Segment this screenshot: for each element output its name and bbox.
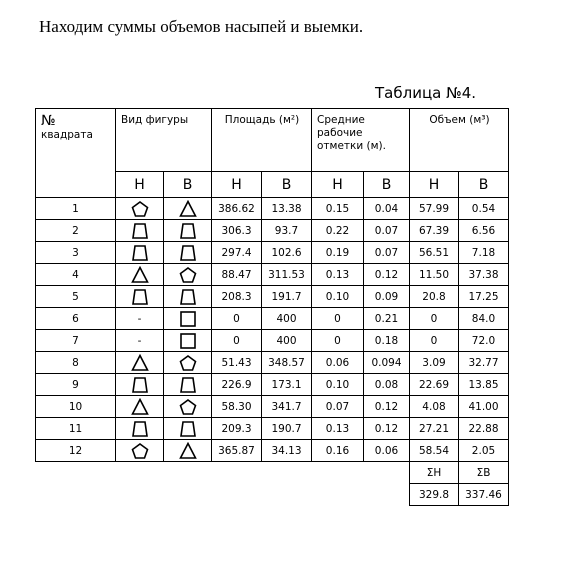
cell-vol-b: 0.54 bbox=[459, 198, 509, 220]
empty-cell bbox=[312, 484, 364, 506]
cell-vol-h: 22.69 bbox=[410, 374, 459, 396]
cell-mark-h: 0.10 bbox=[312, 374, 364, 396]
cell-fig-h bbox=[116, 418, 164, 440]
cell-mark-h: 0.06 bbox=[312, 352, 364, 374]
cell-area-h: 209.3 bbox=[212, 418, 262, 440]
trapezoid-icon bbox=[179, 420, 197, 438]
empty-cell bbox=[364, 462, 410, 484]
cell-area-h: 226.9 bbox=[212, 374, 262, 396]
cell-area-h: 208.3 bbox=[212, 286, 262, 308]
cell-vol-h: 4.08 bbox=[410, 396, 459, 418]
triangle-icon bbox=[131, 266, 149, 284]
trapezoid-icon bbox=[179, 244, 197, 262]
cell-vol-b: 17.25 bbox=[459, 286, 509, 308]
triangle-icon bbox=[131, 398, 149, 416]
table-row bbox=[36, 286, 509, 308]
header-avg-marks: Средние рабочие отметки (м). bbox=[312, 109, 410, 172]
empty-cell bbox=[164, 462, 212, 484]
cell-vol-h: 58.54 bbox=[410, 440, 459, 462]
cell-vol-h: 20.8 bbox=[410, 286, 459, 308]
trapezoid-icon bbox=[131, 222, 149, 240]
table-row bbox=[36, 198, 509, 220]
empty-cell bbox=[116, 462, 164, 484]
cell-area-h: 365.87 bbox=[212, 440, 262, 462]
subheader-cell: Н bbox=[116, 172, 164, 198]
trapezoid-icon bbox=[179, 288, 197, 306]
cell-mark-h: 0.15 bbox=[312, 198, 364, 220]
header-area: Площадь (м²) bbox=[212, 109, 312, 172]
square-word: квадрата bbox=[41, 129, 93, 141]
page-heading: Находим суммы объемов насыпей и выемки. bbox=[39, 17, 364, 36]
cell-fig-b bbox=[164, 198, 212, 220]
cell-area-b: 93.7 bbox=[262, 220, 312, 242]
totals-label-row bbox=[36, 462, 509, 484]
cell-area-b: 34.13 bbox=[262, 440, 312, 462]
cell-fig-h bbox=[116, 220, 164, 242]
cell-area-b: 13.38 bbox=[262, 198, 312, 220]
cell-n: 6 bbox=[36, 308, 116, 330]
header-figure-type: Вид фигуры bbox=[116, 109, 212, 172]
cell-n: 7 bbox=[36, 330, 116, 352]
cell-fig-h bbox=[116, 374, 164, 396]
cell-fig-h bbox=[116, 198, 164, 220]
volumes-table bbox=[35, 108, 509, 506]
table-row bbox=[36, 418, 509, 440]
cell-vol-h: 56.51 bbox=[410, 242, 459, 264]
cell-n: 12 bbox=[36, 440, 116, 462]
cell-area-h: 306.3 bbox=[212, 220, 262, 242]
total-value: 329.8 bbox=[410, 484, 459, 506]
total-value: 337.46 bbox=[459, 484, 509, 506]
cell-vol-h: 0 bbox=[410, 308, 459, 330]
cell-fig-h bbox=[116, 352, 164, 374]
cell-fig-b bbox=[164, 396, 212, 418]
cell-area-b: 190.7 bbox=[262, 418, 312, 440]
subheader-cell: В bbox=[459, 172, 509, 198]
cell-mark-b: 0.21 bbox=[364, 308, 410, 330]
trapezoid-icon bbox=[179, 376, 197, 394]
cell-mark-b: 0.12 bbox=[364, 418, 410, 440]
subheader-cell: Н bbox=[212, 172, 262, 198]
cell-mark-h: 0 bbox=[312, 308, 364, 330]
subheader-cell: Н bbox=[312, 172, 364, 198]
triangle-icon bbox=[131, 354, 149, 372]
trapezoid-icon bbox=[179, 222, 197, 240]
cell-n: 10 bbox=[36, 396, 116, 418]
cell-area-b: 311.53 bbox=[262, 264, 312, 286]
cell-fig-b bbox=[164, 308, 212, 330]
triangle-icon bbox=[179, 442, 197, 460]
cell-area-b: 102.6 bbox=[262, 242, 312, 264]
cell-fig-h bbox=[116, 440, 164, 462]
cell-mark-h: 0.07 bbox=[312, 396, 364, 418]
empty-cell bbox=[312, 462, 364, 484]
cell-area-h: 58.30 bbox=[212, 396, 262, 418]
cell-mark-b: 0.09 bbox=[364, 286, 410, 308]
cell-area-h: 297.4 bbox=[212, 242, 262, 264]
empty-cell bbox=[262, 484, 312, 506]
cell-mark-b: 0.07 bbox=[364, 242, 410, 264]
cell-vol-h: 27.21 bbox=[410, 418, 459, 440]
cell-n: 2 bbox=[36, 220, 116, 242]
trapezoid-icon bbox=[131, 376, 149, 394]
total-label: ΣВ bbox=[459, 462, 509, 484]
cell-mark-b: 0.12 bbox=[364, 264, 410, 286]
header-row bbox=[36, 109, 509, 172]
cell-area-b: 348.57 bbox=[262, 352, 312, 374]
cell-n: 5 bbox=[36, 286, 116, 308]
cell-area-h: 0 bbox=[212, 330, 262, 352]
triangle-icon bbox=[179, 200, 197, 218]
empty-cell bbox=[116, 484, 164, 506]
cell-vol-h: 3.09 bbox=[410, 352, 459, 374]
cell-vol-h: 11.50 bbox=[410, 264, 459, 286]
cell-mark-h: 0.16 bbox=[312, 440, 364, 462]
table-row bbox=[36, 440, 509, 462]
cell-area-b: 341.7 bbox=[262, 396, 312, 418]
cell-mark-h: 0.13 bbox=[312, 264, 364, 286]
cell-fig-b bbox=[164, 440, 212, 462]
square-icon bbox=[179, 310, 197, 328]
empty-cell bbox=[164, 484, 212, 506]
cell-vol-b: 72.0 bbox=[459, 330, 509, 352]
cell-vol-h: 57.99 bbox=[410, 198, 459, 220]
empty-cell bbox=[364, 484, 410, 506]
empty-cell bbox=[36, 484, 116, 506]
cell-mark-b: 0.07 bbox=[364, 220, 410, 242]
table-row bbox=[36, 396, 509, 418]
cell-vol-b: 22.88 bbox=[459, 418, 509, 440]
totals-value-row bbox=[36, 484, 509, 506]
cell-fig-b bbox=[164, 374, 212, 396]
cell-n: 1 bbox=[36, 198, 116, 220]
cell-fig-h bbox=[116, 286, 164, 308]
cell-mark-h: 0 bbox=[312, 330, 364, 352]
header-square-no bbox=[36, 109, 116, 198]
cell-n: 9 bbox=[36, 374, 116, 396]
pentagon-icon bbox=[179, 398, 197, 416]
table-row bbox=[36, 352, 509, 374]
cell-vol-b: 37.38 bbox=[459, 264, 509, 286]
cell-fig-h bbox=[116, 396, 164, 418]
table-row bbox=[36, 374, 509, 396]
cell-vol-b: 84.0 bbox=[459, 308, 509, 330]
cell-mark-b: 0.08 bbox=[364, 374, 410, 396]
cell-vol-b: 6.56 bbox=[459, 220, 509, 242]
empty-cell bbox=[212, 462, 262, 484]
number-sign: № bbox=[41, 113, 56, 129]
table-row bbox=[36, 330, 509, 352]
subheader-cell: В bbox=[364, 172, 410, 198]
header-volume: Объем (м³) bbox=[410, 109, 509, 172]
cell-area-h: 88.47 bbox=[212, 264, 262, 286]
cell-vol-h: 0 bbox=[410, 330, 459, 352]
cell-mark-h: 0.13 bbox=[312, 418, 364, 440]
table-row bbox=[36, 242, 509, 264]
cell-n: 8 bbox=[36, 352, 116, 374]
table-row bbox=[36, 308, 509, 330]
cell-vol-b: 2.05 bbox=[459, 440, 509, 462]
empty-cell bbox=[262, 462, 312, 484]
cell-mark-b: 0.094 bbox=[364, 352, 410, 374]
cell-area-h: 51.43 bbox=[212, 352, 262, 374]
cell-vol-h: 67.39 bbox=[410, 220, 459, 242]
cell-mark-b: 0.06 bbox=[364, 440, 410, 462]
subheader-cell: Н bbox=[410, 172, 459, 198]
cell-vol-b: 13.85 bbox=[459, 374, 509, 396]
cell-area-h: 386.62 bbox=[212, 198, 262, 220]
cell-fig-h: - bbox=[116, 308, 164, 330]
cell-n: 4 bbox=[36, 264, 116, 286]
table-caption: Таблица №4. bbox=[375, 84, 477, 102]
pentagon-icon bbox=[131, 442, 149, 460]
empty-cell bbox=[36, 462, 116, 484]
table-row bbox=[36, 264, 509, 286]
cell-fig-b bbox=[164, 286, 212, 308]
table-row bbox=[36, 220, 509, 242]
cell-vol-b: 32.77 bbox=[459, 352, 509, 374]
cell-mark-h: 0.19 bbox=[312, 242, 364, 264]
cell-vol-b: 41.00 bbox=[459, 396, 509, 418]
cell-fig-h bbox=[116, 242, 164, 264]
cell-area-b: 400 bbox=[262, 330, 312, 352]
cell-n: 3 bbox=[36, 242, 116, 264]
cell-mark-h: 0.10 bbox=[312, 286, 364, 308]
cell-area-b: 191.7 bbox=[262, 286, 312, 308]
cell-fig-b bbox=[164, 330, 212, 352]
subheader-cell: В bbox=[262, 172, 312, 198]
cell-fig-b bbox=[164, 220, 212, 242]
trapezoid-icon bbox=[131, 288, 149, 306]
subheader-cell: В bbox=[164, 172, 212, 198]
trapezoid-icon bbox=[131, 420, 149, 438]
pentagon-icon bbox=[179, 266, 197, 284]
cell-n: 11 bbox=[36, 418, 116, 440]
cell-area-b: 400 bbox=[262, 308, 312, 330]
cell-fig-b bbox=[164, 418, 212, 440]
cell-mark-h: 0.22 bbox=[312, 220, 364, 242]
cell-mark-b: 0.18 bbox=[364, 330, 410, 352]
cell-vol-b: 7.18 bbox=[459, 242, 509, 264]
cell-area-b: 173.1 bbox=[262, 374, 312, 396]
empty-cell bbox=[212, 484, 262, 506]
cell-fig-b bbox=[164, 264, 212, 286]
cell-fig-h: - bbox=[116, 330, 164, 352]
square-icon bbox=[179, 332, 197, 350]
pentagon-icon bbox=[131, 200, 149, 218]
cell-mark-b: 0.12 bbox=[364, 396, 410, 418]
trapezoid-icon bbox=[131, 244, 149, 262]
total-label: ΣН bbox=[410, 462, 459, 484]
cell-fig-b bbox=[164, 352, 212, 374]
pentagon-icon bbox=[179, 354, 197, 372]
cell-fig-h bbox=[116, 264, 164, 286]
cell-area-h: 0 bbox=[212, 308, 262, 330]
cell-mark-b: 0.04 bbox=[364, 198, 410, 220]
cell-fig-b bbox=[164, 242, 212, 264]
